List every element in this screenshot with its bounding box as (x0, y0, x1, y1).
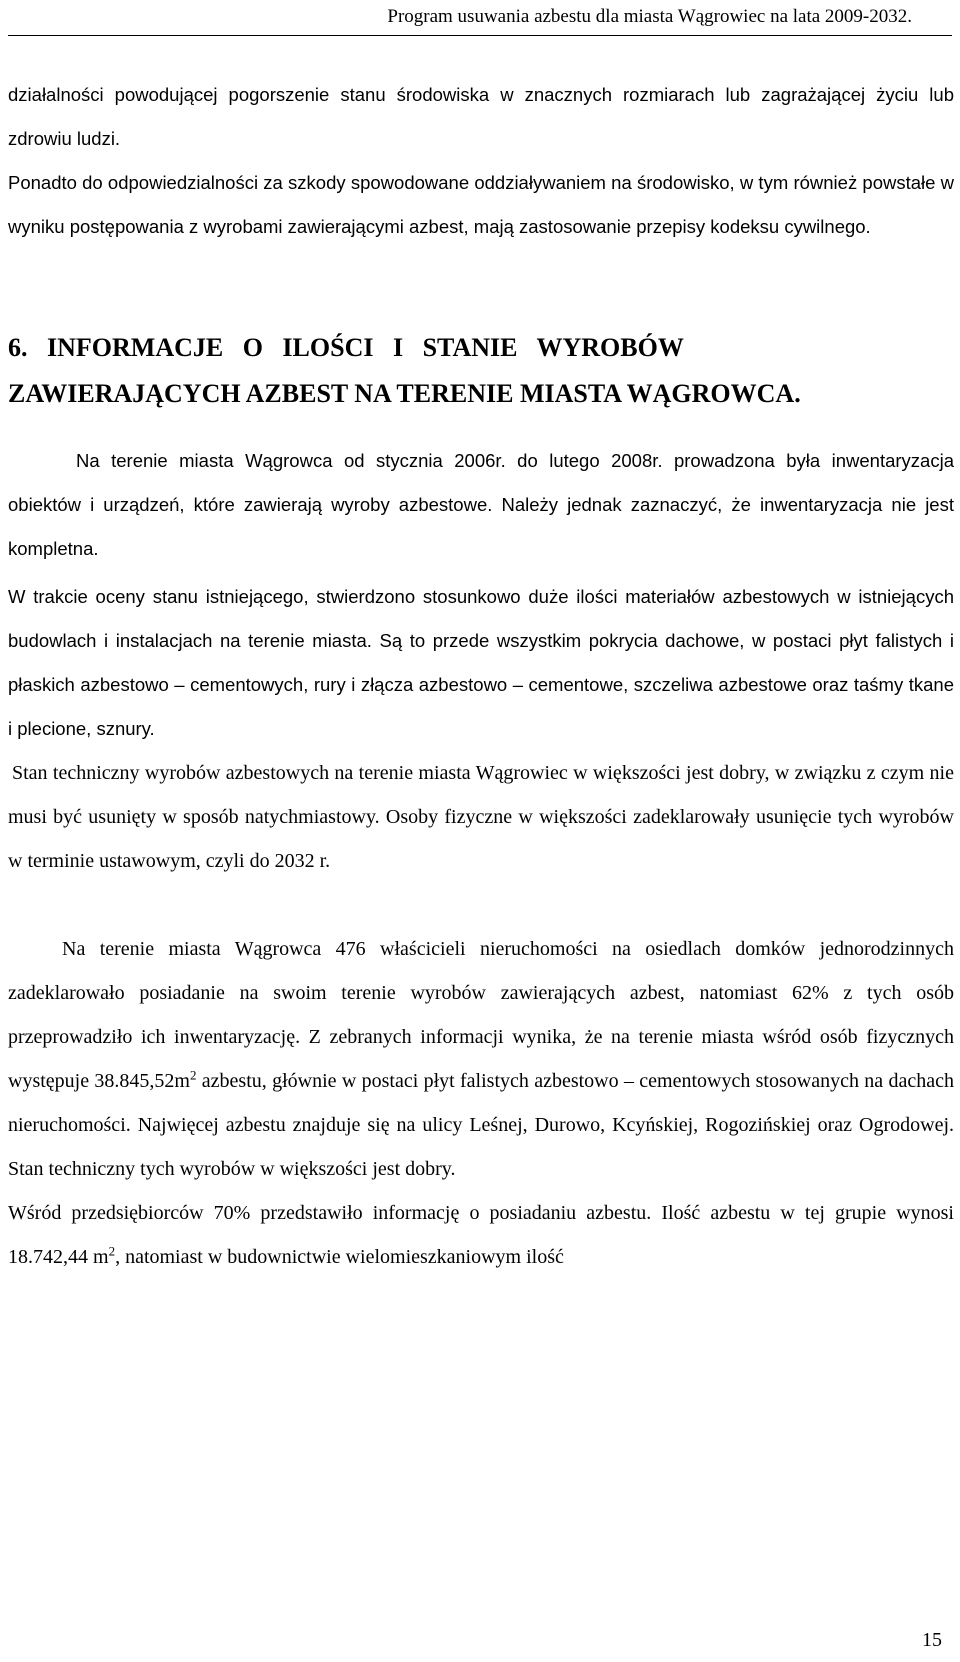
owners-text-b: azbestu, głównie w postaci płyt falistych azbestowo – cementowych stosowanych na dachach nieruchomości. Najwięcej azbestu znajduje się na ulicy Leśnej, Durowo, Kcyńskiej, Rogozińskiej oraz Ogrodowej. Stan techniczny tych wyrobów w większości jest dobry. (8, 1070, 954, 1180)
header-rule (8, 35, 952, 36)
businesses-superscript: 2 (108, 1243, 116, 1259)
page-number: 15 (922, 1629, 942, 1651)
businesses-text-b: , natomiast w budownictwie wielomieszkaniowym ilość (115, 1246, 564, 1268)
section-heading-line-1: 6. INFORMACJE O ILOŚCI I STANIE WYROBÓW (8, 333, 684, 362)
spacer (8, 417, 954, 439)
owners-superscript: 2 (189, 1067, 197, 1083)
page-content (8, 73, 954, 1279)
spacer (8, 883, 954, 927)
businesses-text-a: Wśród przedsiębiorców 70% przedstawiło informację o posiadaniu azbestu. Ilość azbestu w tej grupie wynosi 18.742,44 m (8, 1202, 954, 1268)
paragraph-owners (8, 927, 954, 1191)
spacer (8, 249, 954, 325)
owners-text-a: Na terenie miasta Wągrowca 476 właścicieli nieruchomości na osiedlach domków jednorodzinnych zadeklarowało posiadanie na swoim terenie wyrobów zawierających azbest, natomiast 62% z tych osób przeprowadziło ich inwentaryzację. Z zebranych informacji wynika, że na terenie miasta wśród osób fizycznych występuje 38.845,52m (8, 938, 954, 1092)
paragraph-civil-code: Ponadto do odpowiedzialności za szkody spowodowane oddziaływaniem na środowisko, w tym również powstałe w wyniku postępowania z wyrobami zawierającymi azbest, mają zastosowanie przepisy kodeksu cywilnego. (8, 172, 954, 237)
page-header (0, 0, 960, 48)
header-title: Program usuwania azbestu dla miasta Wągrowiec na lata 2009-2032. (387, 6, 912, 27)
section-heading-line-2: ZAWIERAJĄCYCH AZBEST NA TERENIE MIASTA WĄGROWCA. (8, 379, 801, 408)
paragraph-liability-end: działalności powodującej pogorszenie stanu środowiska w znacznych rozmiarach lub zagrażającej życiu lub zdrowiu ludzi. (8, 84, 954, 149)
paragraph-inventory: Na terenie miasta Wągrowca od stycznia 2006r. do lutego 2008r. prowadzona była inwentaryzacja obiektów i urządzeń, które zawierają wyroby azbestowe. Należy jednak zaznaczyć, że inwentaryzacja nie jest kompletna. (8, 450, 954, 559)
paragraph-assessment: W trakcie oceny stanu istniejącego, stwierdzono stosunkowo duże ilości materiałów azbestowych w istniejących budowlach i instalacjach na terenie miasta. Są to przede wszystkim pokrycia dachowe, w postaci płyt falistych i płaskich azbestowo – cementowych, rury i złącza azbestowo – cementowe, szczeliwa azbestowe oraz taśmy tkane i plecione, sznury. (8, 586, 954, 739)
paragraph-businesses (8, 1191, 954, 1279)
paragraph-technical-state: Stan techniczny wyrobów azbestowych na terenie miasta Wągrowiec w większości jest dobry, w związku z czym nie musi być usunięty w sposób natychmiastowy. Osoby fizyczne w większości zadeklarowały usunięcie tych wyrobów w terminie ustawowym, czyli do 2032 r. (8, 762, 954, 872)
